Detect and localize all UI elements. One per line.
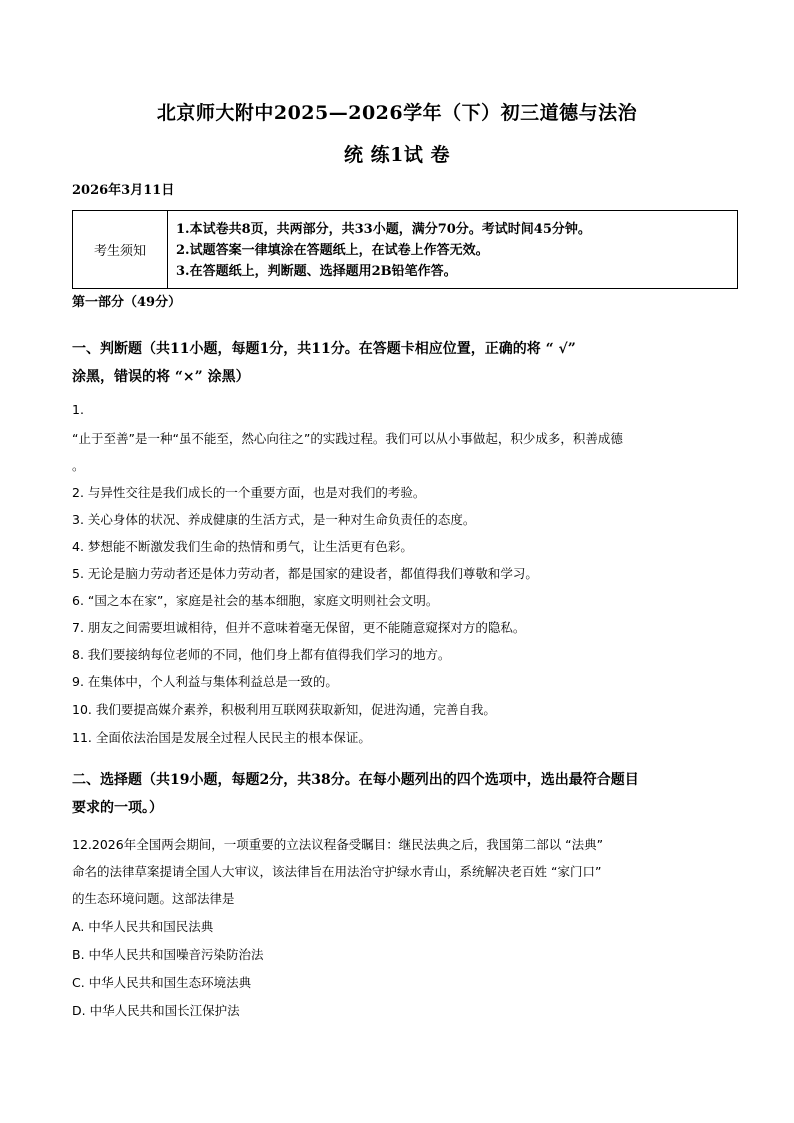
section-heading-judgment [72,335,732,391]
question-item: 9. 在集体中，个人利益与集体利益总是一致的。 [72,674,338,689]
notice-item: 3.在答题纸上，判断题、选择题用2B铅笔作答。 [176,264,457,279]
question-item: 6. “国之本在家”，家庭是社会的基本细胞，家庭文明则社会文明。 [72,593,439,608]
heading-line: 要求的一项。） [72,800,163,816]
question-number: 1. [72,402,84,417]
notice-label: 考生须知 [73,211,168,288]
exam-date: 2026年3月11日 [72,183,175,198]
question-item: 2. 与异性交往是我们成长的一个重要方面，也是对我们的考验。 [72,485,426,500]
notice-table [72,210,738,289]
question-item: 7. 朋友之间需要坦诚相待，但并不意味着毫无保留，更不能随意窥探对方的隐私。 [72,620,526,635]
notice-item: 2.试题答案一律填涂在答题纸上，在试卷上作答无效。 [176,243,489,258]
question-text: 12.2026年全国两会期间，一项重要的立法议程备受瞩目：继民法典之后，我国第二部以 “法典” [72,837,604,852]
heading-line: 二、选择题（共19小题，每题2分，共38分。在每小题列出的四个选项中，选出最符合题目 [72,772,639,788]
question-item: 10. 我们要提高媒介素养，积极利用互联网获取新知，促进沟通，完善自我。 [72,702,496,717]
question-item: 11. 全面依法治国是发展全过程人民民主的根本保证。 [72,730,371,745]
question-item: 5. 无论是脑力劳动者还是体力劳动者，都是国家的建设者，都值得我们尊敬和学习。 [72,566,538,581]
question-text: 。 [72,458,85,473]
exam-subtitle: 统 练1试 卷 [344,144,450,166]
heading-line: 涂黑，错误的将 “×” 涂黑） [72,369,250,385]
section-heading-choice [72,766,732,822]
option-c: C. 中华人民共和国生态环境法典 [72,975,252,990]
question-text: 的生态环境问题。这部法律是 [72,891,235,906]
question-item: 4. 梦想能不断激发我们生命的热情和勇气，让生活更有色彩。 [72,539,413,554]
question-item: 3. 关心身体的状况、养成健康的生活方式，是一种对生命负责任的态度。 [72,512,476,527]
notice-item: 1.本试卷共8页，共两部分，共33小题，满分70分。考试时间45分钟。 [176,222,591,237]
question-text: “止于至善”是一种“虽不能至，然心向往之”的实践过程。我们可以从小事做起，积少成多，积善成德 [72,431,623,446]
question-item: 8. 我们要接纳每位老师的不同，他们身上都有值得我们学习的地方。 [72,647,451,662]
heading-line: 一、判断题（共11小题，每题1分，共11分。在答题卡相应位置，正确的将 “ √” [72,341,576,357]
option-d: D. 中华人民共和国长江保护法 [72,1003,240,1018]
option-b: B. 中华人民共和国噪音污染防治法 [72,947,264,962]
part-one-heading: 第一部分（49分） [72,295,182,310]
option-a: A. 中华人民共和国民法典 [72,919,214,934]
notice-items [168,211,591,288]
question-text: 命名的法律草案提请全国人大审议，该法律旨在用法治守护绿水青山，系统解决老百姓 “家门口” [72,864,602,879]
exam-title: 北京师大附中2025—2026学年（下）初三道德与法治 [156,102,638,124]
